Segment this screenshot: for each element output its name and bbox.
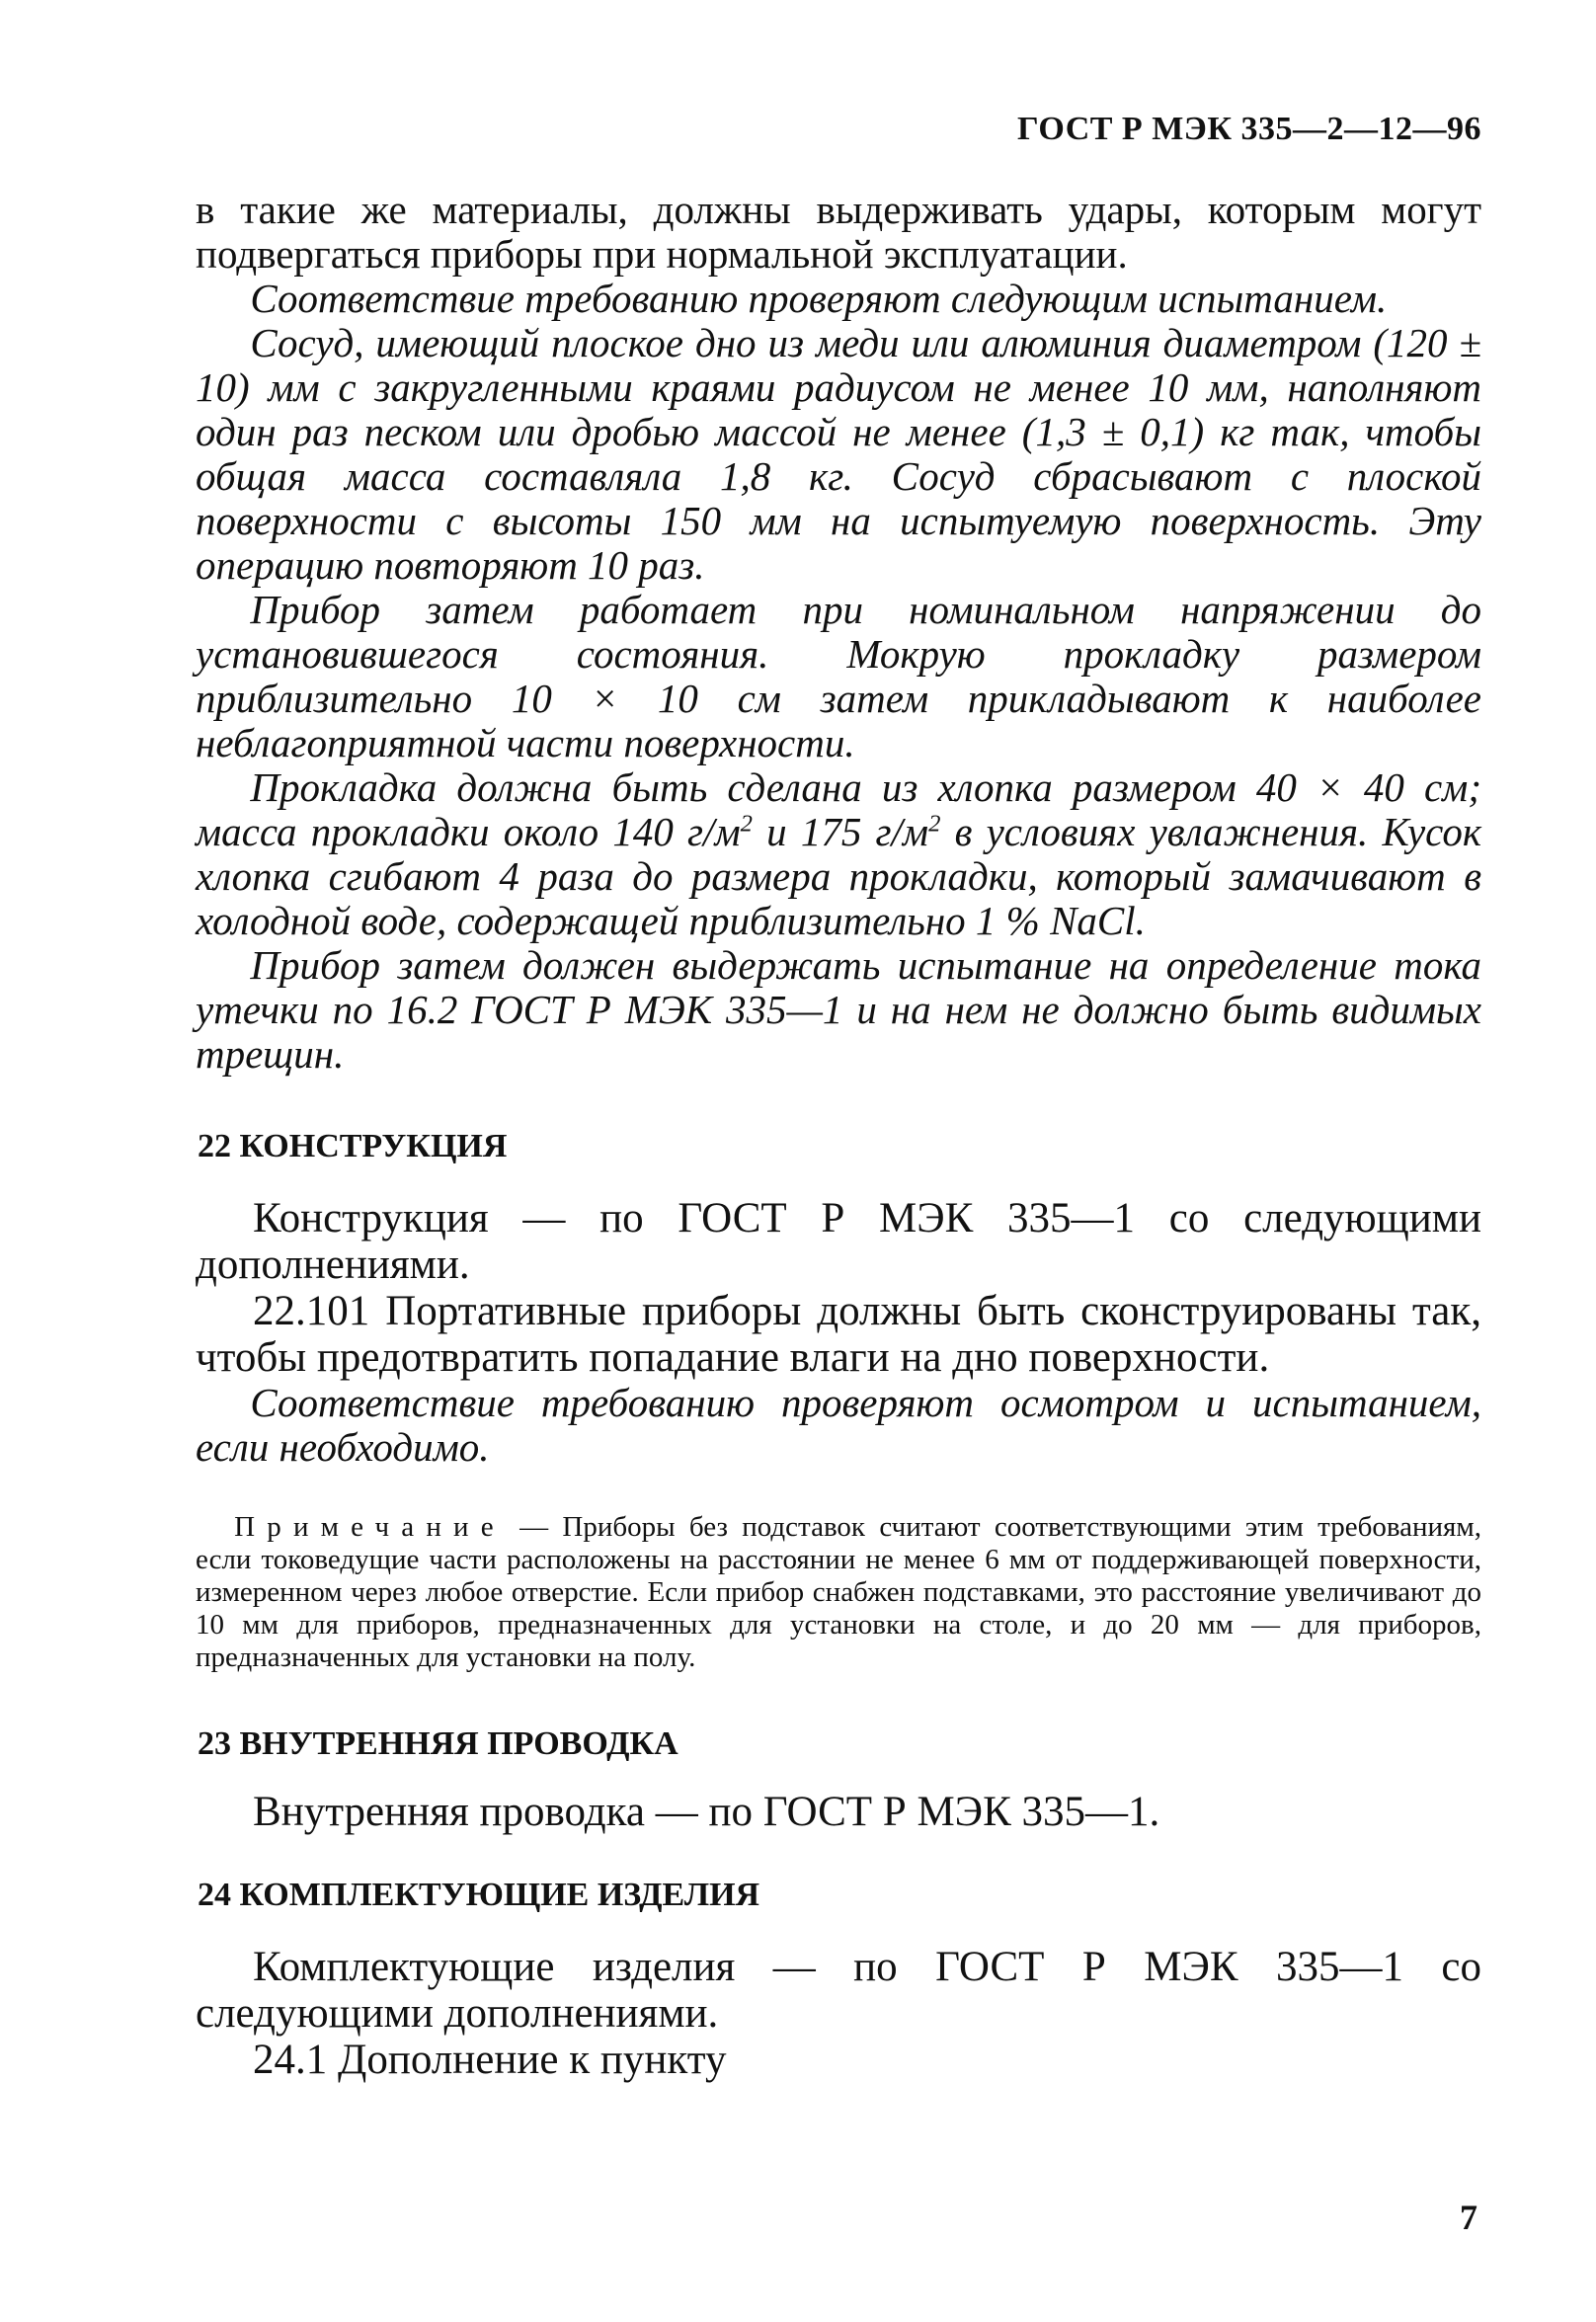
paragraph-continuation: в такие же материалы, должны выдерживать удары, которым могут подвергаться приборы при нормальной эксплуатации. — [196, 187, 1481, 277]
section-24-heading: 24 КОМПЛЕКТУЮЩИЕ ИЗДЕЛИЯ — [198, 1877, 760, 1913]
document-code-header: ГОСТ Р МЭК 335—2—12—96 — [1017, 111, 1481, 147]
section-23-text: Внутренняя проводка — по ГОСТ Р МЭК 335—1. — [253, 1789, 1160, 1835]
paragraph-vessel-test: Сосуд, имеющий плоское дно из меди или алюминия диаметром (120 ± 10) мм с закругленными краями радиусом не менее 10 мм, наполняют один раз песком или дробью массой не менее (1,3 ± 0,1) кг так, чтобы общая масса составляла 1,8 кг. Сосуд сбрасывают с плоской поверхности с высоты 150 мм на испытуемую поверхность. Эту операцию повторяют 10 раз. — [196, 320, 1481, 588]
page-number: 7 — [1460, 2198, 1477, 2237]
page-content — [196, 188, 1481, 2083]
note-label: Примечание — [234, 1511, 506, 1543]
section-22-heading: 22 КОНСТРУКЦИЯ — [198, 1128, 508, 1164]
note-paragraph — [196, 1511, 1481, 1674]
section-24-intro: Комплектующие изделия — по ГОСТ Р МЭК 335—1 со следующими дополнениями. — [196, 1944, 1481, 2037]
paragraph-compliance-check: Соответствие требованию проверяют следующим испытанием. — [250, 276, 1388, 321]
section-22-intro: Конструкция — по ГОСТ Р МЭК 335—1 со следующими дополнениями. — [196, 1195, 1481, 1288]
paragraph-cloth-pad — [196, 765, 1481, 943]
cloth-sup-2: 2 — [928, 810, 941, 838]
clause-22-101-compliance: Соответствие требованию проверяют осмотром и испытанием, если необходимо. — [196, 1380, 1481, 1470]
paragraph-appliance-operation: Прибор затем работает при номинальном напряжении до установившегося состояния. Мокрую прокладку размером приблизительно 10 × 10 см затем прикладывают к наиболее неблагоприятной части поверхности. — [196, 587, 1481, 765]
cloth-sup-1: 2 — [740, 810, 753, 838]
clause-22-101: 22.101 Портативные приборы должны быть сконструированы так, чтобы предотвратить попадание влаги на дно поверхности. — [196, 1288, 1481, 1381]
note-text: — Приборы без подставок считают соответствующими этим требованиям, если токоведущие части расположены на расстоянии не менее 6 мм от поддерживающей поверхности, измеренном через любое отверстие. Если прибор снабжен подставками, это расстояние увеличивают до 10 мм для приборов, предназначенных для установки на столе, и до 20 мм — для приборов, предназначенных для установки на полу. — [196, 1511, 1481, 1673]
section-23-heading: 23 ВНУТРЕННЯЯ ПРОВОДКА — [198, 1725, 678, 1762]
paragraph-leakage-test: Прибор затем должен выдержать испытание на определение тока утечки по 16.2 ГОСТ Р МЭК 335—1 и на нем не должно быть видимых трещин. — [196, 942, 1481, 1077]
cloth-text-c: в условиях увлажнения. Кусок хлопка сгибают 4 раза до размера прокладки, который замачивают в холодной воде, содержащей приблизительно 1 % NaCl. — [196, 809, 1482, 943]
cloth-text-a: Прокладка должна быть сделана из хлопка размером 40 × 40 см; масса прокладки около 140 г/м — [196, 764, 1481, 854]
clause-24-1: 24.1 Дополнение к пункту — [253, 2037, 727, 2083]
cloth-text-b: и 175 г/м — [752, 809, 929, 854]
